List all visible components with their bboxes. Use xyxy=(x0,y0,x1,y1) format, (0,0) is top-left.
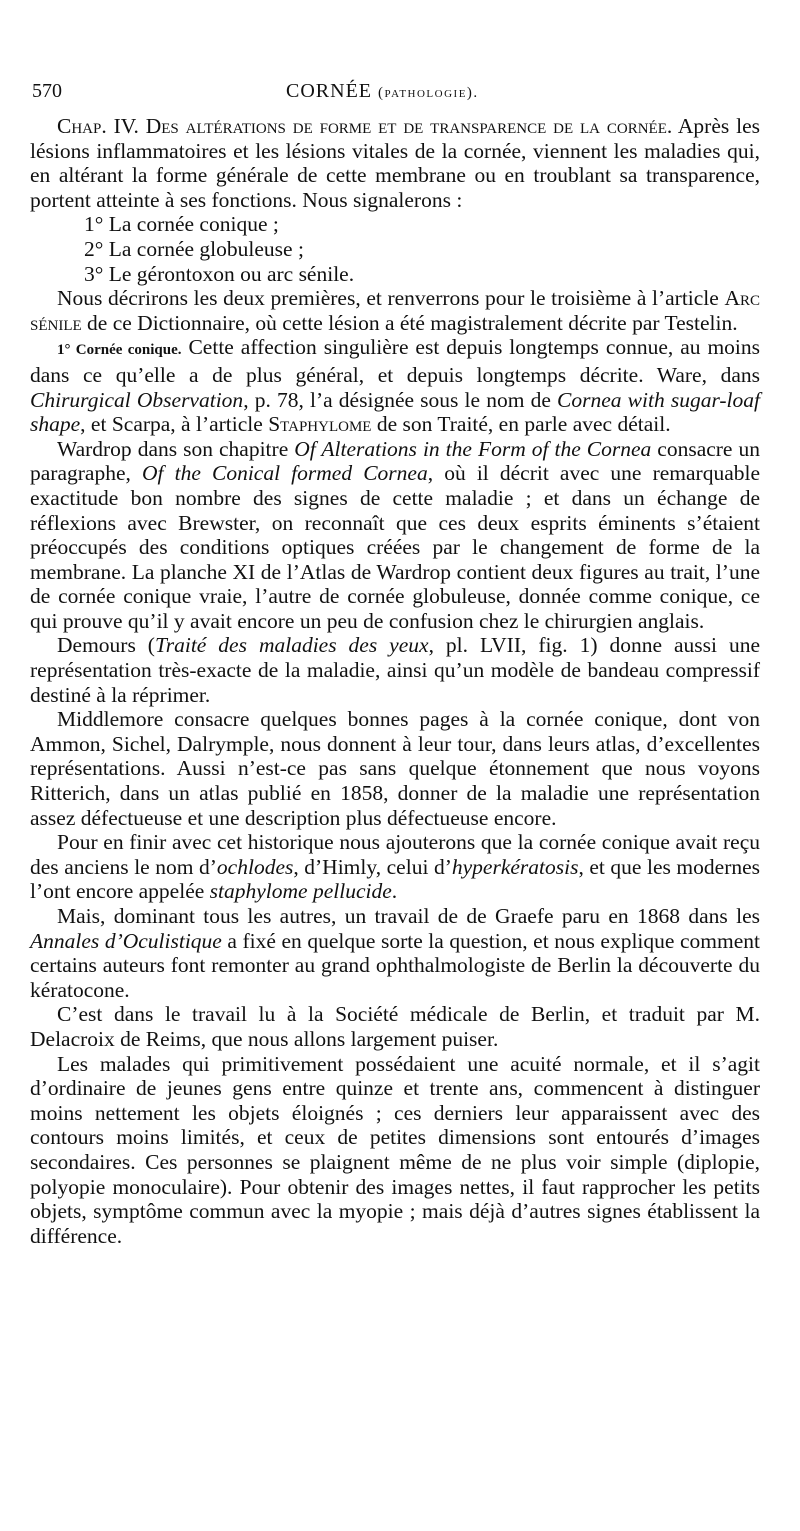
text-run: consacre un paragraphe, xyxy=(30,436,760,486)
italic-term: hyperkératosis xyxy=(451,854,579,879)
text-run: . xyxy=(391,879,398,904)
text-run: , d’Himly, celui d’ xyxy=(293,854,452,879)
paragraph-symptoms: Les malades qui primitivement possédaient une acuité normale, et il s’agit d’ordinaire de jeunes gens entre quinze et trente ans, commencent à distinguer moins nettement les objets éloignés ; ces derniers leur apparaissent avec des contours moins limités, et ceux de petites dimensions sont entourés d’images secondaires. Ces personnes se plaignent même de ne plus voir simple (diplopie, polyopie monoculaire). Pour obtenir des images nettes, il faut rapprocher les petits objets, symptôme commun avec la myopie ; mais déjà d’autres signes établissent la différence. xyxy=(30,1051,760,1248)
italic-title: Cornea with sugar-loaf shape xyxy=(30,387,760,437)
paragraph-demours xyxy=(30,633,760,707)
text-run: a fixé en quelque sorte la question, et nous explique comment certains auteurs font remonter au grand ophthalmologiste de Berlin la découverte du kératocone. xyxy=(30,928,760,1002)
chapter-title: Des altérations de forme et de transparence de la cornée. xyxy=(145,114,673,138)
list-item: 2° La cornée globuleuse ; xyxy=(84,236,304,261)
paragraph-refer xyxy=(30,286,760,335)
running-title-sub: (pathologie). xyxy=(378,85,479,101)
page-number: 570 xyxy=(32,80,62,102)
paragraph-wardrop xyxy=(30,437,760,634)
body-text xyxy=(30,114,760,1248)
italic-title: Chirurgical Observation xyxy=(30,387,244,412)
text-run: , et que les modernes l’ont encore appelée xyxy=(30,854,761,904)
chapter-paragraph xyxy=(30,114,760,212)
chapter-label: Chap. IV. xyxy=(57,114,139,138)
paragraph-historique xyxy=(30,830,760,904)
list-item: 1° La cornée conique ; xyxy=(84,212,279,237)
paragraph-graefe xyxy=(30,904,760,1002)
paragraph-source: C’est dans le travail lu à la Société médicale de Berlin, et traduit par M. Delacroix de Reims, que nous allons largement puiser. xyxy=(30,1002,760,1051)
chapter-text: Après les lésions inflammatoires et les lésions vitales de la cornée, viennent les maladies qui, en altérant la forme générale de cette membrane ou en troublant sa transparence, portent atteinte à ses fonctions. Nous signalerons : xyxy=(30,114,760,212)
italic-term: ochlodes xyxy=(216,854,294,879)
italic-title: Of Alterations in the Form of the Cornea xyxy=(294,436,652,461)
text-run: Cette affection singulière est depuis longtemps connue, au moins dans ce qu’elle a de plus général, et depuis longtemps décrite. Ware, dans xyxy=(30,335,761,387)
cross-reference: Arc sénile xyxy=(30,286,760,335)
text-run: , p. 78, l’a désignée sous le nom de xyxy=(243,387,551,412)
text-run: Pour en finir avec cet historique nous ajouterons que la cornée conique avait reçu des anciens le nom d’ xyxy=(30,830,760,879)
cross-reference: Staphylome xyxy=(268,412,372,437)
paragraph-middlemore: Middlemore consacre quelques bonnes pages à la cornée conique, dont von Ammon, Sichel, Dalrymple, nous donnent à leur tour, dans leurs atlas, d’excellentes représentations. Aussi n’est-ce pas sans quelque étonnement que nous voyons Ritterich, dans un atlas publié en 1858, donner de la maladie une représentation assez défectueuse et une description plus défectueuse encore. xyxy=(30,707,760,830)
italic-title: Annales d’Oculistique xyxy=(30,928,222,953)
text-run: , pl. LVII, fig. 1) donne aussi une représentation très-exacte de la maladie, ainsi qu’un modèle de bandeau compressif destiné à la réprimer. xyxy=(30,633,760,707)
text-run: Demours ( xyxy=(57,633,155,658)
paragraph-cornee-conique xyxy=(30,335,760,436)
list-item: 3° Le gérontoxon ou arc sénile. xyxy=(84,261,355,286)
italic-term: staphylome pellucide xyxy=(209,879,392,904)
running-header xyxy=(30,80,760,114)
text-run: , et Scarpa, à l’article xyxy=(80,412,263,437)
section-heading: 1° Cornée conique. xyxy=(57,342,182,359)
italic-title: Of the Conical formed Cornea xyxy=(142,461,428,486)
text-run: de son Traité, en parle avec détail. xyxy=(376,412,671,437)
text-run: Mais, dominant tous les autres, un travail de de Graefe paru en 1868 dans les xyxy=(57,904,760,928)
text-run: , où il décrit avec une remarquable exactitude bon nombre des signes de cette maladie ; et dans un échange de réflexions avec Brewster, on reconnaît que ces deux esprits éminents s’étaient préoccupés des conditions optiques créées par le changement de forme de la membrane. La planche XI de l’Atlas de Wardrop contient deux figures au trait, l’une de cornée conique vraie, l’autre de cornée globuleuse, donnée comme conique, ce qui prouve qu’il y avait encore un peu de confusion chez le chirurgien anglais. xyxy=(30,461,761,633)
text-run: de ce Dictionnaire, où cette lésion a été magistralement décrite par Testelin. xyxy=(87,310,738,335)
text-run: Nous décrirons les deux premières, et renverrons pour le troisième à l’article xyxy=(57,286,719,311)
text-run: Wardrop dans son chapitre xyxy=(57,436,289,461)
running-title-main: CORNÉE xyxy=(286,80,372,102)
running-title xyxy=(286,80,479,103)
italic-title: Traité des maladies des yeux xyxy=(154,633,429,658)
